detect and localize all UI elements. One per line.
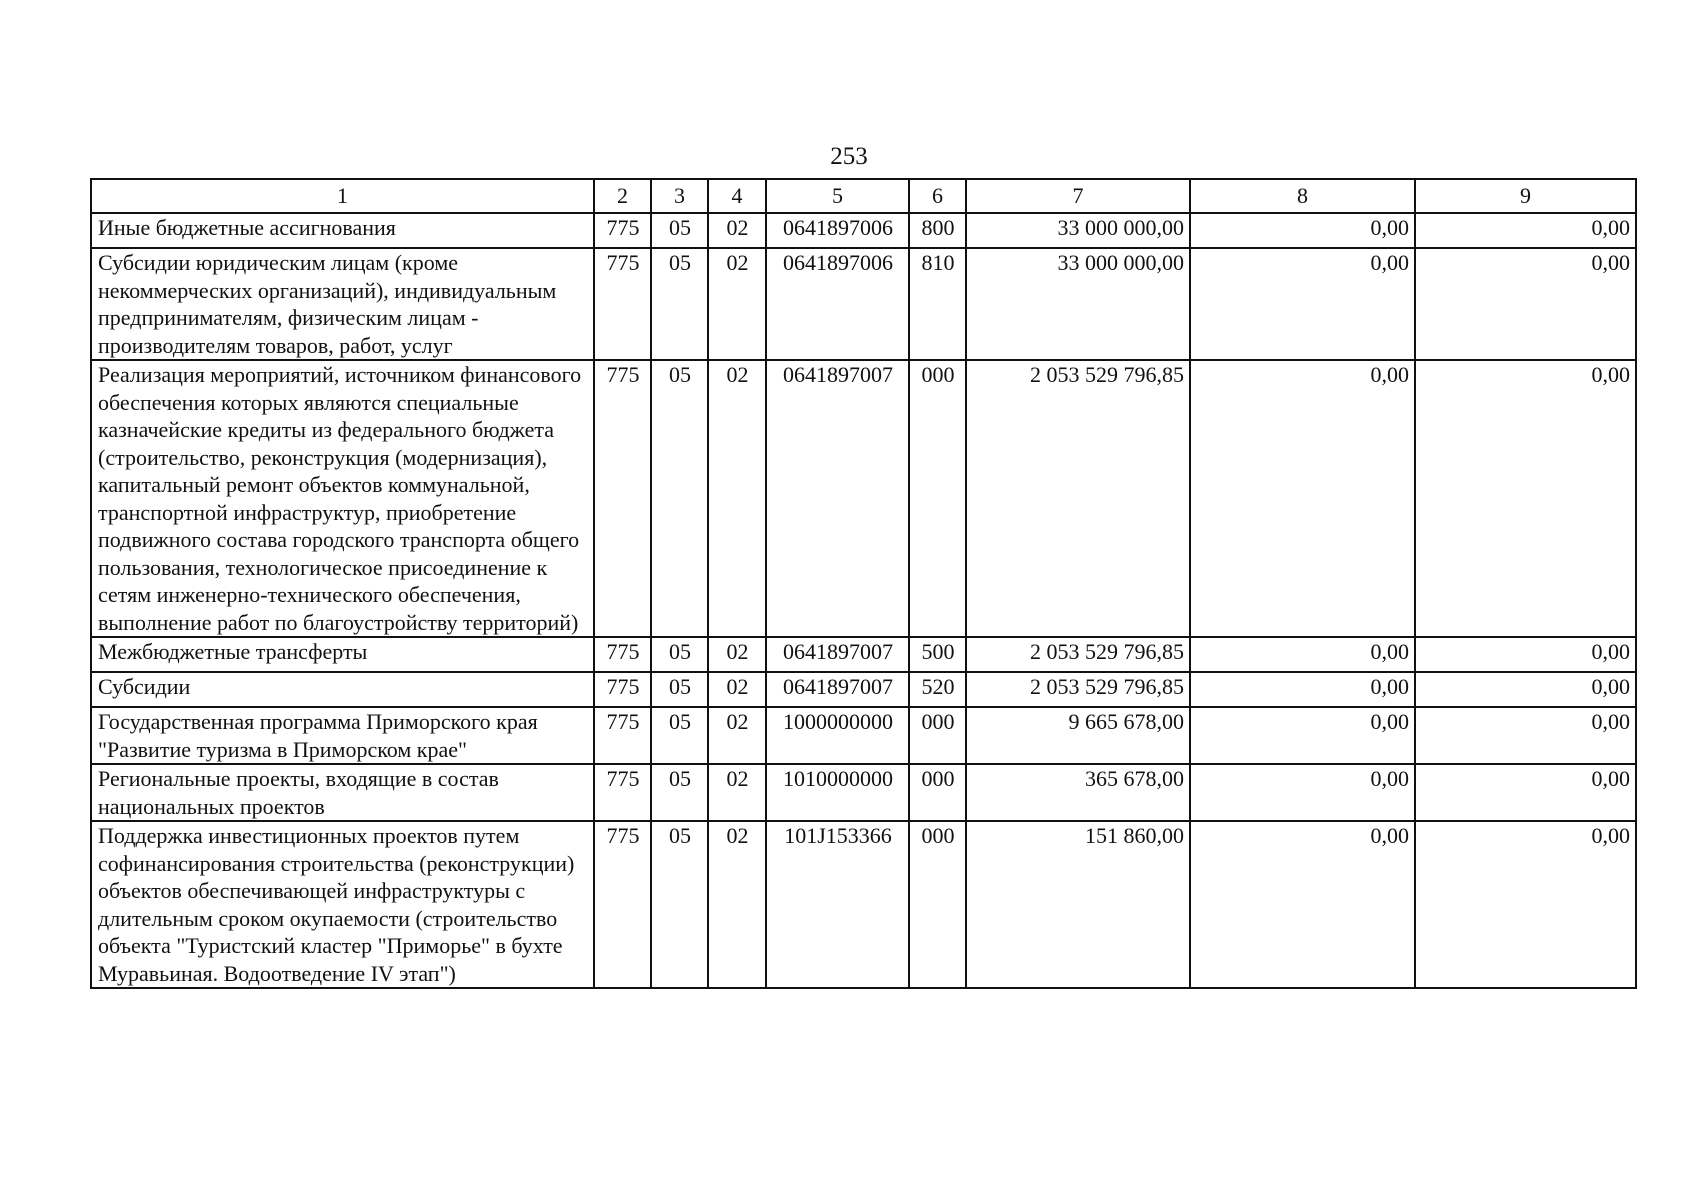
row-name: Поддержка инвестиционных проектов путем софинансирования строительства (реконструкции) объектов обеспечивающей инфраструктуры с длительным сроком окупаемости (строительство объекта "Туристский кластер "Приморье" в бухте Муравьиная. Водоотведение IV этап") xyxy=(91,821,594,988)
table-row xyxy=(91,672,1636,707)
column-header-2: 2 xyxy=(594,179,651,213)
budget-table xyxy=(90,178,1637,989)
code-cell: 05 xyxy=(651,213,708,248)
code-cell: 0641897007 xyxy=(766,672,909,707)
code-cell: 775 xyxy=(594,707,651,764)
amount-cell: 0,00 xyxy=(1415,248,1636,360)
code-cell: 0641897007 xyxy=(766,637,909,672)
code-cell: 0641897006 xyxy=(766,213,909,248)
code-cell: 775 xyxy=(594,248,651,360)
amount-cell: 0,00 xyxy=(1190,637,1415,672)
code-cell: 0641897007 xyxy=(766,360,909,637)
code-cell: 810 xyxy=(909,248,966,360)
amount-cell: 0,00 xyxy=(1415,821,1636,988)
amount-cell: 0,00 xyxy=(1415,213,1636,248)
amount-cell: 0,00 xyxy=(1415,764,1636,821)
code-cell: 775 xyxy=(594,821,651,988)
code-cell: 000 xyxy=(909,764,966,821)
row-name: Субсидии юридическим лицам (кроме некоммерческих организаций), индивидуальным предпринимателям, физическим лицам - производителям товаров, работ, услуг xyxy=(91,248,594,360)
code-cell: 05 xyxy=(651,637,708,672)
table-row xyxy=(91,764,1636,821)
code-cell: 1000000000 xyxy=(766,707,909,764)
code-cell: 000 xyxy=(909,360,966,637)
amount-cell: 33 000 000,00 xyxy=(966,213,1190,248)
code-cell: 101J153366 xyxy=(766,821,909,988)
amount-cell: 0,00 xyxy=(1190,707,1415,764)
code-cell: 02 xyxy=(708,707,766,764)
code-cell: 775 xyxy=(594,360,651,637)
amount-cell: 0,00 xyxy=(1415,672,1636,707)
code-cell: 05 xyxy=(651,360,708,637)
code-cell: 775 xyxy=(594,213,651,248)
code-cell: 02 xyxy=(708,764,766,821)
code-cell: 775 xyxy=(594,764,651,821)
row-name: Региональные проекты, входящие в состав национальных проектов xyxy=(91,764,594,821)
column-header-7: 7 xyxy=(966,179,1190,213)
row-name: Субсидии xyxy=(91,672,594,707)
column-header-5: 5 xyxy=(766,179,909,213)
code-cell: 520 xyxy=(909,672,966,707)
amount-cell: 0,00 xyxy=(1415,637,1636,672)
amount-cell: 2 053 529 796,85 xyxy=(966,637,1190,672)
code-cell: 000 xyxy=(909,821,966,988)
row-name: Реализация мероприятий, источником финансового обеспечения которых являются специальные казначейские кредиты из федерального бюджета (строительство, реконструкция (модернизация), капитальный ремонт объектов коммунальной, транспортной инфраструктур, приобретение подвижного состава городского транспорта общего пользования, технологическое присоединение к сетям инженерно-технического обеспечения, выполнение работ по благоустройству территорий) xyxy=(91,360,594,637)
column-header-8: 8 xyxy=(1190,179,1415,213)
code-cell: 05 xyxy=(651,248,708,360)
column-header-3: 3 xyxy=(651,179,708,213)
row-name: Государственная программа Приморского края "Развитие туризма в Приморском крае" xyxy=(91,707,594,764)
table-row xyxy=(91,821,1636,988)
amount-cell: 0,00 xyxy=(1415,360,1636,637)
amount-cell: 0,00 xyxy=(1190,213,1415,248)
table-row xyxy=(91,248,1636,360)
code-cell: 05 xyxy=(651,764,708,821)
column-header-9: 9 xyxy=(1415,179,1636,213)
amount-cell: 0,00 xyxy=(1190,672,1415,707)
code-cell: 775 xyxy=(594,637,651,672)
code-cell: 02 xyxy=(708,213,766,248)
code-cell: 05 xyxy=(651,672,708,707)
code-cell: 05 xyxy=(651,707,708,764)
amount-cell: 9 665 678,00 xyxy=(966,707,1190,764)
table-row xyxy=(91,637,1636,672)
table-row xyxy=(91,360,1636,637)
page-number: 253 xyxy=(830,143,868,170)
code-cell: 05 xyxy=(651,821,708,988)
amount-cell: 0,00 xyxy=(1415,707,1636,764)
code-cell: 0641897006 xyxy=(766,248,909,360)
amount-cell: 151 860,00 xyxy=(966,821,1190,988)
table-header-row xyxy=(91,179,1636,213)
amount-cell: 2 053 529 796,85 xyxy=(966,360,1190,637)
row-name: Межбюджетные трансферты xyxy=(91,637,594,672)
column-header-6: 6 xyxy=(909,179,966,213)
code-cell: 775 xyxy=(594,672,651,707)
code-cell: 500 xyxy=(909,637,966,672)
table-row xyxy=(91,213,1636,248)
code-cell: 800 xyxy=(909,213,966,248)
code-cell: 02 xyxy=(708,821,766,988)
code-cell: 02 xyxy=(708,672,766,707)
amount-cell: 0,00 xyxy=(1190,360,1415,637)
amount-cell: 0,00 xyxy=(1190,821,1415,988)
amount-cell: 2 053 529 796,85 xyxy=(966,672,1190,707)
code-cell: 02 xyxy=(708,248,766,360)
code-cell: 1010000000 xyxy=(766,764,909,821)
code-cell: 02 xyxy=(708,360,766,637)
column-header-1: 1 xyxy=(91,179,594,213)
code-cell: 000 xyxy=(909,707,966,764)
code-cell: 02 xyxy=(708,637,766,672)
table-row xyxy=(91,707,1636,764)
amount-cell: 365 678,00 xyxy=(966,764,1190,821)
row-name: Иные бюджетные ассигнования xyxy=(91,213,594,248)
column-header-4: 4 xyxy=(708,179,766,213)
amount-cell: 33 000 000,00 xyxy=(966,248,1190,360)
amount-cell: 0,00 xyxy=(1190,248,1415,360)
amount-cell: 0,00 xyxy=(1190,764,1415,821)
